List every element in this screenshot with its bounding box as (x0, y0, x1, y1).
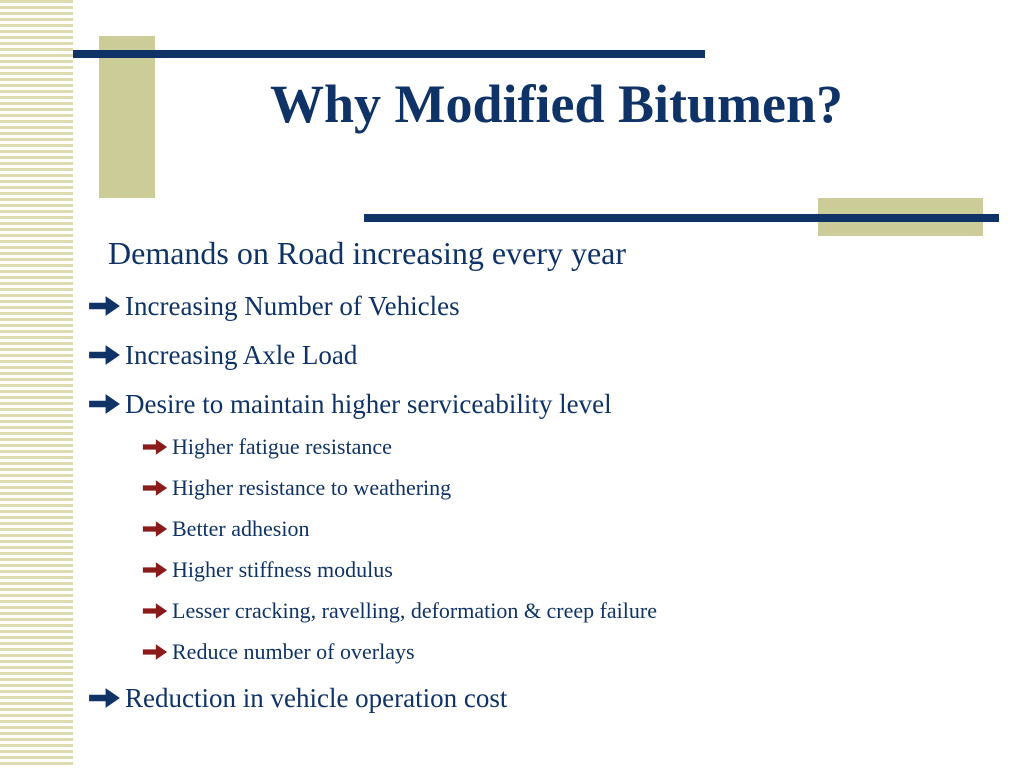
sub-bullet-text: Higher stiffness modulus (172, 557, 393, 582)
title-rule-top (73, 50, 705, 58)
arrow-right-icon (88, 295, 121, 317)
bullet-item (88, 680, 507, 716)
sub-bullet-text: Better adhesion (172, 516, 310, 541)
sub-bullet-text: Lesser cracking, ravelling, deformation & creep failure (172, 598, 657, 623)
bullet-text: Increasing Axle Load (125, 339, 358, 370)
arrow-right-icon (142, 479, 168, 497)
bullet-item (88, 386, 612, 422)
arrow-right-icon (88, 687, 121, 709)
slide-title: Why Modified Bitumen? (270, 74, 844, 134)
sub-bullet-item (142, 596, 657, 626)
arrow-right-icon (142, 520, 168, 538)
decorative-stripes (0, 0, 73, 768)
slide-subtitle: Demands on Road increasing every year (108, 235, 627, 271)
sub-bullet-item (142, 432, 392, 462)
arrow-right-icon (142, 602, 168, 620)
bullet-item (88, 288, 460, 324)
sub-bullet-item (142, 555, 393, 585)
bullet-text: Reduction in vehicle operation cost (125, 682, 508, 713)
sub-bullet-text: Reduce number of overlays (172, 639, 415, 664)
arrow-right-icon (88, 344, 121, 366)
bullet-item (88, 337, 357, 373)
sub-bullet-text: Higher fatigue resistance (172, 434, 392, 459)
accent-block-top (99, 36, 155, 198)
arrow-right-icon (142, 561, 168, 579)
sub-bullet-text: Higher resistance to weathering (172, 475, 452, 500)
sub-bullet-item (142, 637, 415, 667)
sub-bullet-item (142, 514, 309, 544)
arrow-right-icon (142, 438, 168, 456)
sub-bullet-item (142, 473, 451, 503)
arrow-right-icon (88, 393, 121, 415)
arrow-right-icon (142, 643, 168, 661)
title-rule-bottom (364, 214, 999, 222)
bullet-text: Desire to maintain higher serviceability level (125, 388, 612, 419)
bullet-text: Increasing Number of Vehicles (125, 290, 460, 321)
